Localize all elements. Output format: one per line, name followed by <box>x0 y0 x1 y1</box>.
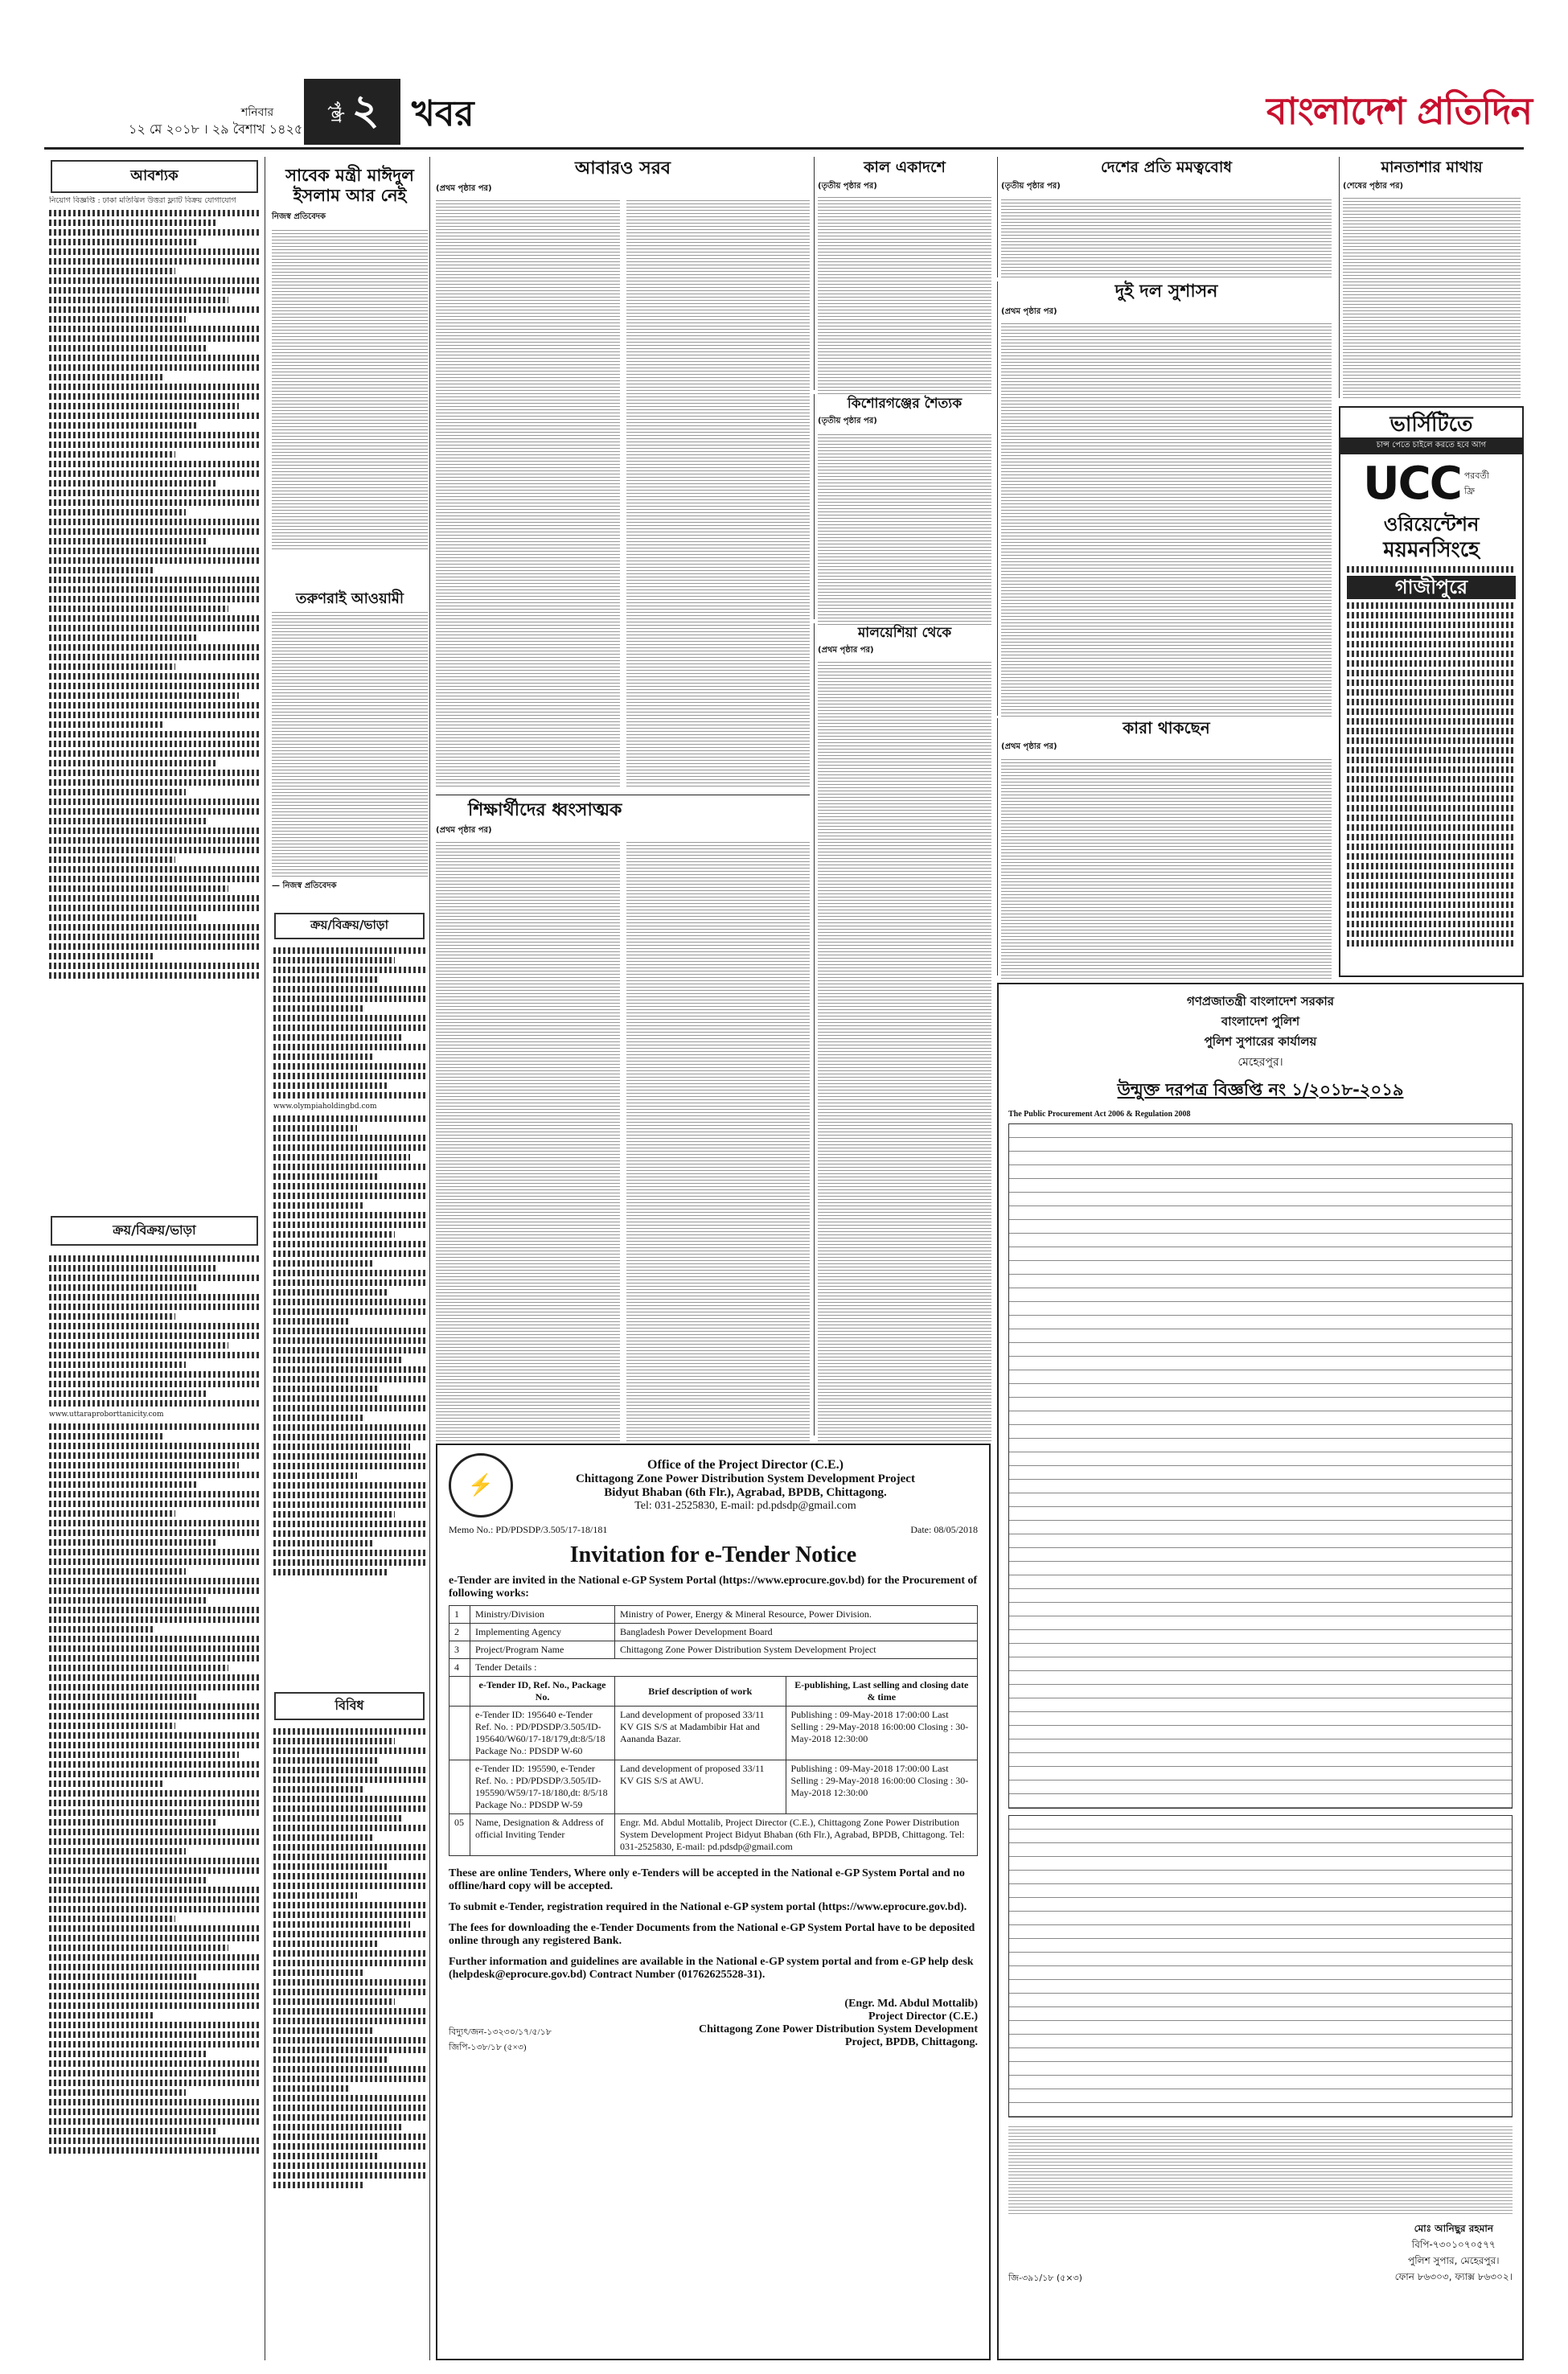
police-place: মেহেরপুর। <box>1238 1056 1283 1069</box>
tender-para-4: Further information and guidelines are available in the National e-GP system portal and from e-GP help desk (helpdesk@eprocure.gov.bd) Contract Number (01762625528-31). <box>449 1956 974 1981</box>
article-tarunai <box>272 587 428 909</box>
police-signer-id: বিপি-৭৩০১০৭০৫৭৭ <box>1411 2239 1496 2250</box>
tender-memo: Memo No.: PD/PDSDP/3.505/17-18/181 <box>449 1524 608 1535</box>
section-title: খবর <box>412 93 474 134</box>
article-kishore-headline: কিশোরগঞ্জের শৈত্যক <box>847 396 963 412</box>
police-ref: জি-৩৯১/১৮ (৫×৩) <box>1008 2273 1082 2283</box>
article-manotashar-byline: (শেষের পৃষ্ঠার পর) <box>1343 181 1404 191</box>
ucc-top: ভার্সিটিতে <box>1389 413 1473 437</box>
police-table-2 <box>1008 1815 1513 2117</box>
ucc-sub: চান্স পেতে চাইলে করতে হবে আগ <box>1340 437 1522 454</box>
table-row: 1 Ministry/Division Ministry of Power, Energy & Mineral Resource, Power Division. <box>449 1606 978 1624</box>
table-header-row: e-Tender ID, Ref. No., Package No. Brief description of work E-publishing, Last selling and closing date & time <box>449 1677 978 1707</box>
tender-contact: Tel: 031-2525830, E-mail: pd.pdsdp@gmail.com <box>634 1500 856 1512</box>
article-kara-byline: (প্রথম পৃষ্ঠার পর) <box>1001 742 1057 751</box>
article-shikkhar <box>436 799 810 1442</box>
ucc-tag: পরবর্তী ফ্রি <box>1463 470 1489 496</box>
police-intro: The Public Procurement Act 2006 & Regulation 2008 <box>1008 1110 1191 1119</box>
article-tarunai-headline: তরুণরাই আওয়ামী <box>295 590 404 607</box>
tender-table <box>449 1605 978 1856</box>
classified-heading-4: ক্রয়/বিক্রয়/ভাড়া <box>274 913 425 939</box>
classified-block-1: নিয়োগ বিজ্ঞপ্তি : ঢাকা মতিঝিল উত্তরা ফ্ল্যাট বিক্রয় যোগাযোগ <box>44 196 265 1210</box>
article-kal <box>814 157 995 390</box>
police-table-1 <box>1008 1123 1513 1809</box>
article-malay-headline: মালয়েশিয়া থেকে <box>857 625 952 641</box>
article-desher-headline: দেশের প্রতি মমত্ববোধ <box>1100 158 1233 176</box>
tender-ref-1: বিদ্যুৎ/জন-১৩২৩০/১৭/৫/১৮ <box>449 2027 552 2037</box>
tender-intro: e-Tender are invited in the National e-GP System Portal (https://www.eprocure.gov.bd) for the Procurement of following works: <box>449 1575 978 1600</box>
date-label: ১২ মে ২০১৮ । ২৯ বৈশাখ ১৪২৫ <box>129 121 303 137</box>
police-phone: ফোন ৮৬৩০৩, ফ্যাক্স ৮৬৩০২। <box>1394 2271 1513 2282</box>
tender-notice <box>436 1444 991 2360</box>
table-row: 4 Tender Details : <box>449 1659 978 1677</box>
article-shikkhar-headline: শিক্ষার্থীদের ধ্বংসাত্মক <box>468 800 622 820</box>
newspaper-logo: বাংলাদেশ প্রতিদিন <box>1266 89 1533 133</box>
police-dept: বাংলাদেশ পুলিশ <box>1221 1014 1300 1029</box>
article-kishore <box>814 394 995 619</box>
table-row: 3 Project/Program Name Chittagong Zone Power Distribution System Development Project <box>449 1641 978 1659</box>
article-maidul-headline: সাবেক মন্ত্রী মাঈদুল ইসলাম আর নেই <box>285 166 414 206</box>
police-signer: মোঃ আনিছুর রহমান <box>1414 2223 1494 2234</box>
bpdb-logo-icon: ⚡ <box>449 1453 513 1518</box>
classified-heading-3: বিবিধ <box>274 1692 425 1720</box>
article-kara <box>997 718 1335 975</box>
table-row: e-Tender ID: 195590, e-Tender Ref. No. : PD/PDSDP/3.505/ID-195590/W59/17-18/180,dt: 8/5/18 Package No.: PDSDP W-59 Land development of proposed 33/11 KV GIS S/S at AWU. Publishing : 09-May-2018 17:00:00 Last Selling : 29-May-2018 16:00:00 Closing : 30-May-2018 12:30:00 <box>449 1760 978 1814</box>
table-row: 2 Implementing Agency Bangladesh Power Development Board <box>449 1624 978 1641</box>
article-desher-byline: (তৃতীয় পৃষ্ঠার পর) <box>1001 181 1061 191</box>
masthead <box>0 0 1568 153</box>
article-shikkhar-byline: (প্রথম পৃষ্ঠার পর) <box>436 826 492 836</box>
article-desher <box>997 157 1335 277</box>
article-malay-byline: (প্রথম পৃষ্ঠার পর) <box>818 646 874 655</box>
article-abaro-headline: আবারও সরব <box>574 158 671 179</box>
tender-para-2: To submit e-Tender, registration required in the National e-GP system portal (https://www.eprocure.gov.bd). <box>449 1901 967 1913</box>
article-maidul <box>272 161 428 579</box>
tender-office: Office of the Project Director (C.E.) <box>647 1458 844 1472</box>
classifieds-column <box>44 157 265 2360</box>
police-signer-title: পুলিশ সুপার, মেহেরপুর। <box>1408 2255 1500 2266</box>
day-label: শনিবার <box>241 106 274 119</box>
article-manotashar-headline: মানতাশার মাথায় <box>1381 158 1483 176</box>
article-tarunai-byline: — নিজস্ব প্রতিবেদক <box>272 881 337 890</box>
police-gov: গণপ্রজাতন্ত্রী বাংলাদেশ সরকার <box>1187 994 1334 1008</box>
article-dui-byline: (প্রথম পৃষ্ঠার পর) <box>1001 307 1057 317</box>
tender-title: Invitation for e-Tender Notice <box>569 1542 857 1567</box>
tender-sign-title: Project Director (C.E.) <box>868 2011 978 2023</box>
tender-project: Chittagong Zone Power Distribution System Development Project <box>576 1472 915 1485</box>
tender-memo-date: Date: 08/05/2018 <box>910 1524 978 1535</box>
classified-block-3 <box>269 944 429 1684</box>
article-abaro <box>436 157 810 792</box>
classified-block-2 <box>44 1252 265 2362</box>
police-notice <box>997 983 1524 2360</box>
page-number-box <box>304 79 400 145</box>
ucc-orientation: ওরিয়েন্টেশন <box>1383 513 1480 536</box>
website-text: www.olympiaholdingbd.com <box>273 1103 377 1111</box>
table-row: 05 Name, Designation & Address of official Inviting Tender Engr. Md. Abdul Mottalib, Project Director (C.E.), Chittagong Zone Power Distribution System Development Project Bidyut Bhaban (6th Flr.), Agrabad, BPDB, Chittagong. Tel: 031-2525830, E-mail: pd.pdsdp@gmail.com <box>449 1814 978 1856</box>
ucc-logo: UCC <box>1363 458 1461 511</box>
article-dui-headline: দুই দল সুশাসন <box>1114 281 1218 302</box>
article-kal-byline: (তৃতীয় পৃষ্ঠার পর) <box>818 181 877 191</box>
article-dui <box>997 281 1335 716</box>
police-office: পুলিশ সুপারের কার্যালয় <box>1204 1034 1317 1049</box>
ucc-city-2: গাজীপুরে <box>1347 576 1516 599</box>
tender-para-3: The fees for downloading the e-Tender Documents from the National e-GP System Portal have to be deposited online through any registered Bank. <box>449 1922 975 1947</box>
tender-sign-name: (Engr. Md. Abdul Mottalib) <box>844 1998 978 2010</box>
article-abaro-byline: (প্রথম পৃষ্ঠার পর) <box>436 184 492 194</box>
article-kara-headline: কারা থাকছেন <box>1123 718 1210 737</box>
classified-heading-1: আবশ্যক <box>51 160 258 193</box>
page-label: পৃষ্ঠা <box>328 101 344 122</box>
tender-sign-org: Chittagong Zone Power Distribution System Development Project, BPDB, Chittagong. <box>698 2023 978 2048</box>
article-malay <box>814 623 995 1435</box>
article-kishore-byline: (তৃতীয় পৃষ্ঠার পর) <box>818 417 877 426</box>
article-kal-headline: কাল একাদশে <box>864 158 946 176</box>
ucc-city: ময়মনসিংহে <box>1383 537 1480 562</box>
website-text-2: www.uttaraproborttanicity.com <box>49 1411 164 1419</box>
table-row: e-Tender ID: 195640 e-Tender Ref. No. : PD/PDSDP/3.505/ID-195640/W60/17-18/179,dt:8/5/18 Package No.: PDSDP W-60 Land development of proposed 33/11 KV GIS S/S at Madambibir Hat and Aananda Bazar. Publishing : 09-May-2018 17:00:00 Last Selling : 29-May-2018 16:00:00 Closing : 30-May-2018 12:30:00 <box>449 1707 978 1760</box>
ucc-advertisement <box>1339 406 1524 977</box>
article-maidul-byline: নিজস্ব প্রতিবেদক <box>272 212 326 222</box>
tender-address: Bidyut Bhaban (6th Flr.), Agrabad, BPDB, Chittagong. <box>604 1486 887 1499</box>
tender-para-1: These are online Tenders, Where only e-Tenders will be accepted in the National e-GP System Portal and no offline/hard copy will be accepted. <box>449 1867 965 1892</box>
police-title: উন্মুক্ত দরপত্র বিজ্ঞপ্তি নং ১/২০১৮-২০১৯ <box>1117 1080 1404 1099</box>
tender-ref-2: জিপি-১৩৮/১৮ (৫×৩) <box>449 2043 527 2052</box>
classified-block-4 <box>269 1725 429 2288</box>
article-manotashar <box>1339 157 1524 398</box>
classified-heading-2: ক্রয়/বিক্রয়/ভাড়া <box>51 1216 258 1246</box>
page-number: ২ <box>351 84 380 134</box>
masthead-rule <box>44 147 1524 150</box>
